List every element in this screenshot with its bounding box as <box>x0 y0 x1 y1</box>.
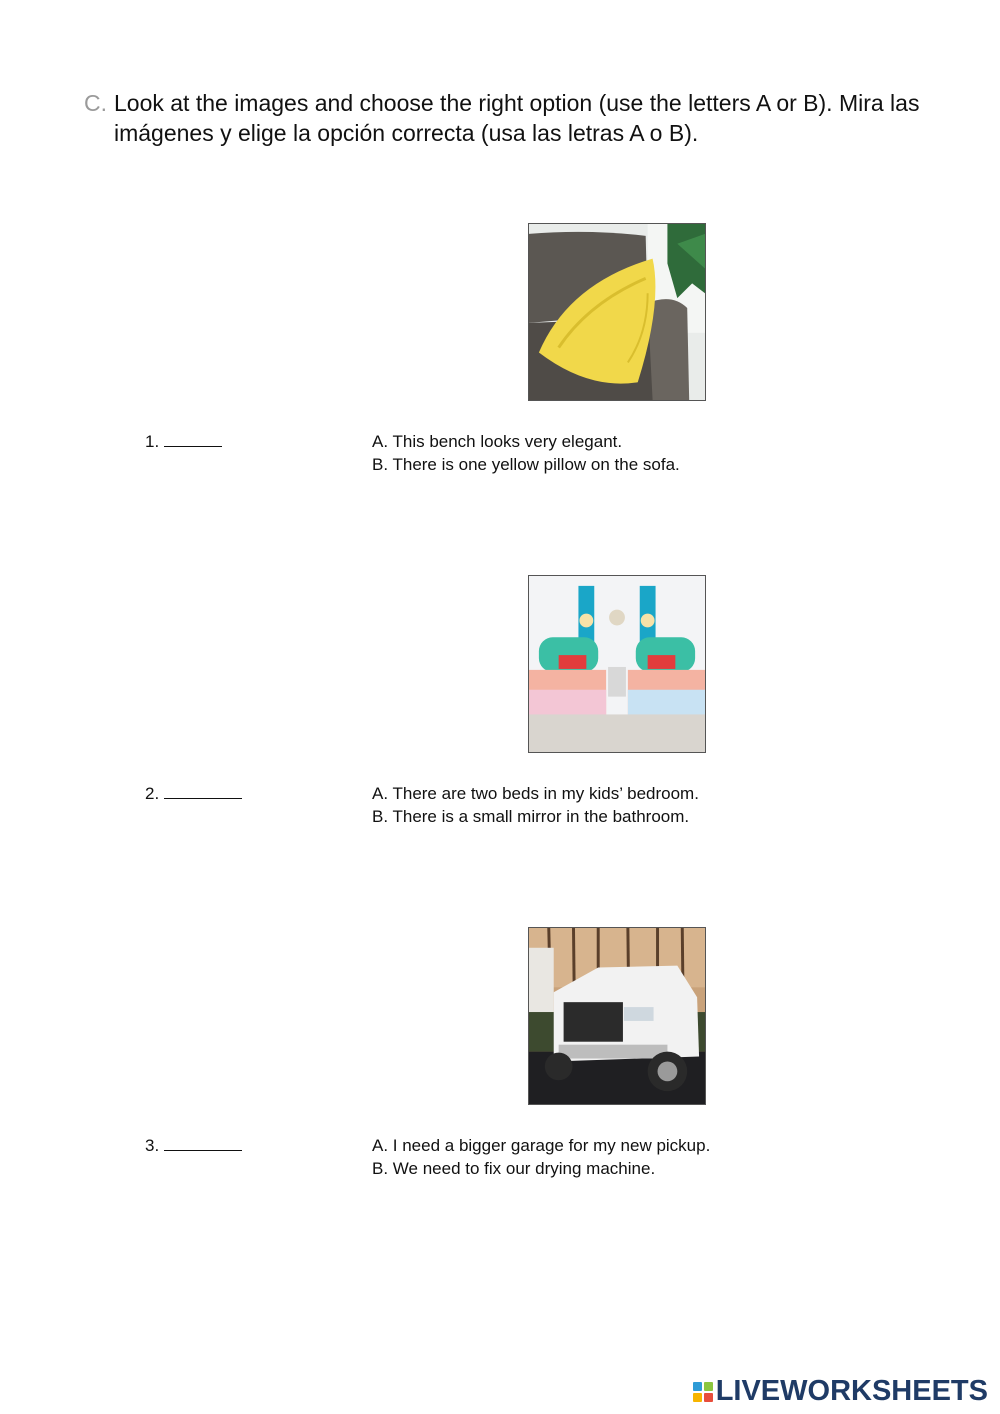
question-3-answer-blank[interactable] <box>164 1134 242 1151</box>
brand-name: LIVEWORKSHEETS <box>715 1375 988 1407</box>
question-2-option-a: A. There are two beds in my kids’ bedroom. <box>372 784 699 803</box>
logo-tile-3 <box>693 1393 702 1402</box>
question-3-option-a: A. I need a bigger garage for my new pickup. <box>372 1136 711 1155</box>
question-3-answer <box>145 1134 242 1157</box>
question-1-option-b: B. There is one yellow pillow on the sofa. <box>372 455 680 474</box>
question-2-answer-blank[interactable] <box>164 782 242 799</box>
question-1-answer <box>145 430 222 453</box>
question-2-answer <box>145 782 242 805</box>
question-2-number: 2. <box>145 784 160 803</box>
question-1-answer-blank[interactable] <box>164 430 222 447</box>
question-1-option-a: A. This bench looks very elegant. <box>372 432 623 451</box>
instruction-text: Look at the images and choose the right option (use the letters A or B). Mira las imágenes y elige la opción correcta (usa las letras A o B). <box>114 90 920 146</box>
logo-tile-1 <box>693 1382 702 1391</box>
question-3-options <box>372 1134 710 1180</box>
question-2-option-b: B. There is a small mirror in the bathroom. <box>372 807 690 826</box>
question-1-image-yellow-pillow <box>528 223 706 401</box>
question-3-image-pickup-truck <box>528 927 706 1105</box>
question-1-number: 1. <box>145 432 160 451</box>
section-letter: C. <box>84 90 107 116</box>
liveworksheets-brand[interactable] <box>693 1375 988 1408</box>
liveworksheets-logo-icon <box>693 1382 713 1402</box>
question-2-image-kids-bedroom <box>528 575 706 753</box>
question-3-number: 3. <box>145 1136 160 1155</box>
question-1-options <box>372 430 680 476</box>
logo-tile-2 <box>704 1382 713 1391</box>
question-3-option-b: B. We need to fix our drying machine. <box>372 1159 656 1178</box>
instruction <box>84 88 974 148</box>
question-2-options <box>372 782 699 828</box>
logo-tile-4 <box>704 1393 713 1402</box>
